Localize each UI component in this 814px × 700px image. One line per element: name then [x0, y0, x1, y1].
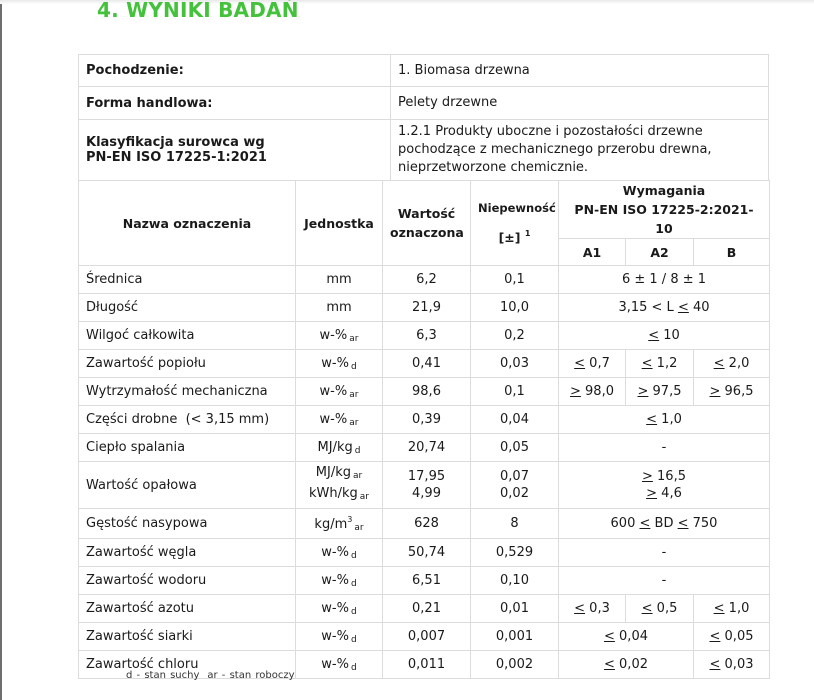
param-requirement — [559, 406, 770, 434]
col-header-value — [383, 181, 471, 266]
le-symbol: < — [604, 657, 615, 672]
info-value: 1. Biomasa drzewna — [391, 55, 769, 87]
param-uncertainty: 0,04 — [471, 406, 559, 434]
param-value: 20,74 — [383, 434, 471, 462]
le-symbol: < — [677, 516, 689, 531]
unc-line: 0,07 — [500, 469, 529, 484]
col-header-uncertainty — [471, 181, 559, 266]
req-text: 2,0 — [724, 356, 750, 371]
param-name: Zawartość wodoru — [79, 567, 296, 595]
req-text: 600 — [610, 516, 640, 531]
ge-symbol: > — [570, 384, 581, 399]
param-name: Ciepło spalania — [79, 434, 296, 462]
req-a2 — [626, 378, 694, 406]
table-row — [79, 266, 770, 294]
param-requirement — [559, 462, 770, 509]
param-uncertainty: 8 — [471, 509, 559, 539]
unit-text: kWh/kg — [308, 486, 358, 501]
req-text: 750 — [688, 516, 718, 531]
unit-text: kg/m — [314, 516, 348, 532]
unit-state: ar — [349, 333, 359, 344]
param-unit: mm — [296, 294, 383, 322]
sample-info-table — [78, 54, 769, 181]
param-value: 6,51 — [383, 567, 471, 595]
table-row — [79, 539, 770, 567]
header-line: Niepewność — [478, 201, 556, 215]
param-value: 0,011 — [383, 651, 471, 679]
param-uncertainty: 0,1 — [471, 378, 559, 406]
req-text: 0,04 — [614, 629, 648, 644]
req-a1 — [559, 378, 626, 406]
param-unit — [296, 623, 383, 651]
param-name: Gęstość nasypowa — [79, 509, 296, 539]
info-label: Forma handlowa: — [79, 87, 391, 120]
unit-text: w-% — [319, 383, 348, 399]
le-symbol: < — [713, 601, 725, 616]
le-symbol: < — [709, 657, 721, 672]
req-text: 0,03 — [720, 657, 754, 672]
param-unit — [296, 462, 383, 509]
req-text: 98,0 — [580, 384, 614, 399]
param-unit — [296, 509, 383, 539]
unit-text: w-% — [321, 628, 349, 644]
table-row — [79, 322, 770, 350]
req-b — [694, 595, 770, 623]
param-value: 628 — [383, 509, 471, 539]
unit-state: ar — [359, 492, 369, 502]
le-symbol: < — [639, 516, 651, 531]
param-name: Zawartość chloru — [79, 651, 296, 679]
param-name: Części drobne (< 3,15 mm) — [79, 406, 296, 434]
param-unit — [296, 434, 383, 462]
unit-state: d — [350, 578, 357, 589]
col-header-b: B — [694, 239, 770, 266]
param-requirement: - — [559, 539, 770, 567]
table-row — [79, 350, 770, 378]
param-uncertainty: 0,03 — [471, 350, 559, 378]
param-name: Długość — [79, 294, 296, 322]
req-text: 0,7 — [585, 356, 610, 371]
unit-state: d — [350, 662, 357, 673]
table-row — [79, 294, 770, 322]
header-line: PN-EN ISO 17225-2:2021-10 — [574, 202, 754, 236]
table-row — [79, 595, 770, 623]
param-name: Średnica — [79, 266, 296, 294]
info-label-line: Klasyfikacja surowca wg — [86, 135, 265, 150]
req-text: 4,6 — [657, 486, 682, 501]
param-requirement — [559, 322, 770, 350]
unit-state: d — [350, 634, 357, 645]
unit-text: w-% — [321, 355, 349, 371]
req-a1 — [559, 595, 626, 623]
param-value: 6,2 — [383, 266, 471, 294]
param-name: Wytrzymałość mechaniczna — [79, 378, 296, 406]
col-header-a1: A1 — [559, 239, 626, 266]
le-symbol: < — [574, 356, 586, 371]
req-a1-a2 — [559, 623, 694, 651]
req-text: 1,0 — [724, 601, 750, 616]
req-text: 0,02 — [614, 657, 648, 672]
param-requirement: 6 ± 1 / 8 ± 1 — [559, 266, 770, 294]
param-requirement: - — [559, 434, 770, 462]
unc-line: 0,02 — [500, 486, 529, 501]
col-header-a2: A2 — [626, 239, 694, 266]
param-unit — [296, 378, 383, 406]
param-uncertainty: 0,1 — [471, 266, 559, 294]
unit-state: ar — [349, 417, 359, 428]
param-uncertainty: 0,01 — [471, 595, 559, 623]
info-row-classification — [79, 120, 769, 181]
param-unit — [296, 406, 383, 434]
param-name: Zawartość popiołu — [79, 350, 296, 378]
unit-text: w-% — [321, 544, 349, 560]
param-name: Zawartość siarki — [79, 623, 296, 651]
table-row — [79, 378, 770, 406]
param-uncertainty: 0,2 — [471, 322, 559, 350]
header-line: Wartość — [397, 206, 456, 221]
param-unit — [296, 651, 383, 679]
param-unit — [296, 595, 383, 623]
unit-text: w-% — [321, 656, 349, 672]
ge-symbol: > — [642, 469, 653, 484]
le-symbol: < — [646, 412, 658, 427]
req-text: 10 — [659, 328, 680, 343]
req-a1-a2 — [559, 651, 694, 679]
param-value: 6,3 — [383, 322, 471, 350]
param-value: 21,9 — [383, 294, 471, 322]
unit-exponent: 3 — [347, 514, 353, 524]
le-symbol: < — [709, 629, 721, 644]
header-line: [±] — [498, 230, 521, 245]
param-uncertainty: 0,10 — [471, 567, 559, 595]
param-value — [383, 462, 471, 509]
unit-text: w-% — [319, 411, 348, 427]
param-requirement — [559, 294, 770, 322]
req-text: BD — [650, 516, 678, 531]
param-unit — [296, 539, 383, 567]
req-b — [694, 623, 770, 651]
req-text: 97,5 — [648, 384, 682, 399]
info-row-origin — [79, 55, 769, 87]
req-text: 0,5 — [652, 601, 678, 616]
param-value: 0,007 — [383, 623, 471, 651]
unit-state: d — [350, 606, 357, 617]
unit-text: w-% — [319, 327, 348, 343]
header-line: Wymagania — [622, 183, 706, 198]
param-value: 50,74 — [383, 539, 471, 567]
info-row-trade-form — [79, 87, 769, 120]
unit-text: w-% — [321, 600, 349, 616]
le-symbol: < — [648, 328, 660, 343]
unit-state: d — [354, 445, 361, 456]
col-header-requirements — [559, 181, 770, 239]
header-line: oznaczona — [390, 225, 464, 240]
param-value: 0,41 — [383, 350, 471, 378]
le-symbol: < — [677, 300, 689, 315]
param-name: Wartość opałowa — [79, 462, 296, 509]
req-text: 40 — [688, 300, 710, 315]
param-unit — [296, 350, 383, 378]
le-symbol: < — [604, 629, 615, 644]
le-symbol: < — [713, 356, 725, 371]
col-header-unit: Jednostka — [296, 181, 383, 266]
param-uncertainty: 0,529 — [471, 539, 559, 567]
req-a2 — [626, 595, 694, 623]
req-text: 96,5 — [720, 384, 754, 399]
param-value: 98,6 — [383, 378, 471, 406]
le-symbol: < — [641, 356, 653, 371]
le-symbol: < — [641, 601, 653, 616]
unit-state: ar — [354, 522, 364, 533]
param-name: Wilgoć całkowita — [79, 322, 296, 350]
table-row — [79, 623, 770, 651]
unit-text: MJ/kg — [317, 439, 353, 455]
table-row — [79, 462, 770, 509]
ge-symbol: > — [637, 384, 649, 399]
param-requirement — [559, 509, 770, 539]
ge-symbol: > — [709, 384, 721, 399]
req-text: 0,05 — [720, 629, 754, 644]
req-text: 0,3 — [585, 601, 610, 616]
param-unit — [296, 567, 383, 595]
req-b — [694, 350, 770, 378]
param-uncertainty — [471, 462, 559, 509]
table-row — [79, 434, 770, 462]
state-legend — [126, 670, 295, 681]
param-uncertainty: 0,05 — [471, 434, 559, 462]
page-left-border — [0, 0, 2, 700]
section-title: 4. WYNIKI BADAŃ — [97, 0, 299, 22]
legend-dry: d - stan suchy — [126, 670, 200, 681]
col-header-name: Nazwa oznaczenia — [79, 181, 296, 266]
info-label — [79, 120, 391, 181]
unit-state: d — [350, 550, 357, 561]
table-row — [79, 509, 770, 539]
req-b — [694, 378, 770, 406]
param-uncertainty: 0,002 — [471, 651, 559, 679]
param-name: Zawartość azotu — [79, 595, 296, 623]
req-text: 1,0 — [657, 412, 682, 427]
unit-state: d — [350, 361, 357, 372]
param-uncertainty: 0,001 — [471, 623, 559, 651]
param-unit — [296, 322, 383, 350]
param-value: 0,39 — [383, 406, 471, 434]
results-table — [78, 180, 770, 679]
unit-text: w-% — [321, 572, 349, 588]
param-value: 0,21 — [383, 595, 471, 623]
unit-state: ar — [349, 389, 359, 400]
info-value: 1.2.1 Produkty uboczne i pozostałości drzewne pochodzące z mechanicznego przerobu drewna, nieprzetworzone chemicznie. — [391, 120, 769, 181]
info-label-line: PN-EN ISO 17225-1:2021 — [86, 150, 267, 165]
unit-text: MJ/kg — [315, 465, 351, 480]
req-b — [694, 651, 770, 679]
value-line: 4,99 — [412, 486, 441, 501]
header-row — [79, 181, 770, 239]
table-row — [79, 406, 770, 434]
req-text: 16,5 — [652, 469, 686, 484]
ge-symbol: > — [646, 486, 658, 501]
param-uncertainty: 10,0 — [471, 294, 559, 322]
le-symbol: < — [574, 601, 586, 616]
footnote-ref: 1 — [524, 229, 531, 238]
info-label: Pochodzenie: — [79, 55, 391, 87]
table-row — [79, 567, 770, 595]
param-name: Zawartość węgla — [79, 539, 296, 567]
unit-state: ar — [353, 471, 363, 481]
value-line: 17,95 — [407, 469, 446, 484]
param-requirement: - — [559, 567, 770, 595]
req-a2 — [626, 350, 694, 378]
req-a1 — [559, 350, 626, 378]
req-text: 1,2 — [652, 356, 678, 371]
info-value: Pelety drzewne — [391, 87, 769, 120]
legend-as-received: ar - stan roboczy — [207, 670, 295, 681]
req-text: 3,15 < L — [618, 300, 678, 315]
param-unit: mm — [296, 266, 383, 294]
